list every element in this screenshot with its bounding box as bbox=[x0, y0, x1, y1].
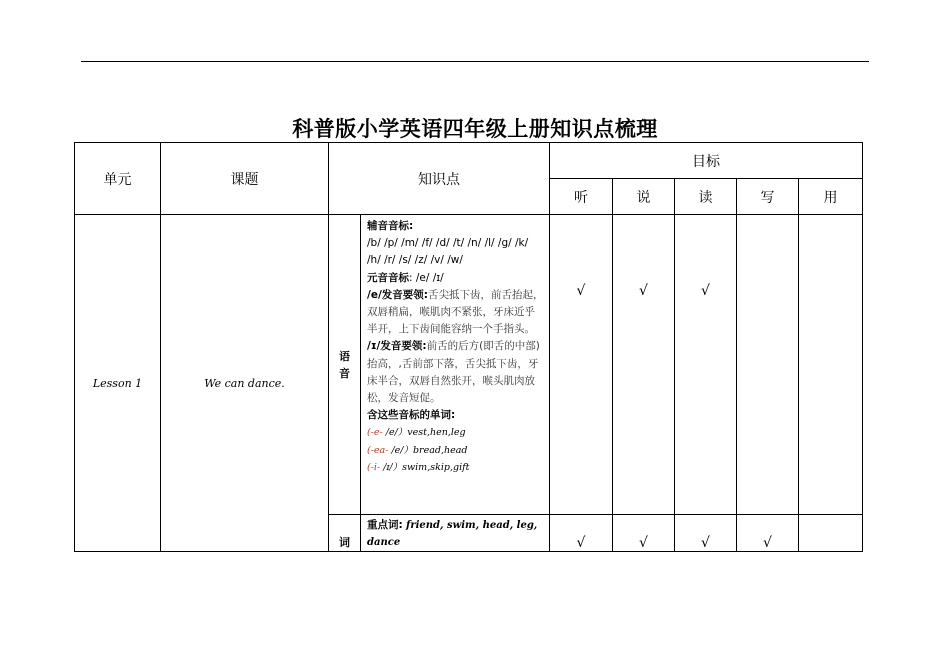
phonetics-check-write bbox=[737, 215, 799, 515]
header-speak: 说 bbox=[613, 179, 675, 215]
header-use: 用 bbox=[799, 179, 863, 215]
example-i: (-i- /ɪ/）swim,skip,gift bbox=[367, 461, 470, 473]
consonant-label: 辅音音标: bbox=[367, 220, 414, 232]
header-write: 写 bbox=[737, 179, 799, 215]
lesson-topic: We can dance. bbox=[161, 215, 329, 552]
phonetics-check-read: √ bbox=[675, 215, 737, 515]
header-listen: 听 bbox=[550, 179, 613, 215]
example-ea: (-ea- /e/）bread,head bbox=[367, 444, 468, 456]
e-sound-label: /e/发音要领: bbox=[367, 288, 428, 301]
vocab-check-use bbox=[799, 515, 863, 552]
page-title: 科普版小学英语四年级上册知识点梳理 bbox=[292, 117, 658, 141]
i-sound-label: /ɪ/发音要领: bbox=[367, 340, 427, 353]
knowledge-table bbox=[74, 142, 863, 552]
vocab-content bbox=[361, 515, 550, 552]
header-topic: 课题 bbox=[161, 143, 329, 215]
header-knowledge: 知识点 bbox=[329, 143, 550, 215]
i-sound-text: 前舌的后方(即舌的中部)抬高，,舌前部下落，舌尖抵下齿，牙床半合，双唇自然张开，喉头肌肉放松，发音短促。 bbox=[367, 340, 540, 405]
vocab-check-write: √ bbox=[737, 515, 799, 552]
words-label: 含这些音标的单词: bbox=[367, 409, 456, 422]
vocab-check-read: √ bbox=[675, 515, 737, 552]
example-e: (-e- /e/）vest,hen,leg bbox=[367, 427, 466, 439]
phonetics-check-speak: √ bbox=[613, 215, 675, 515]
header-goal: 目标 bbox=[550, 143, 863, 179]
consonant-line-2: /h/ /r/ /s/ /z/ /v/ /w/ bbox=[367, 254, 463, 267]
consonant-line-1: /b/ /p/ /m/ /f/ /d/ /t/ /n/ /l/ /g/ /k/ bbox=[367, 237, 529, 250]
phonetics-category: 语 音 bbox=[329, 215, 361, 515]
vocab-check-listen: √ bbox=[550, 515, 613, 552]
vocab-label: 重点词: bbox=[367, 519, 403, 531]
vocab-category: 词 bbox=[329, 515, 361, 552]
phonetics-check-listen: √ bbox=[550, 215, 613, 515]
phonetics-check-use bbox=[799, 215, 863, 515]
vocab-check-speak: √ bbox=[613, 515, 675, 552]
header-read: 读 bbox=[675, 179, 737, 215]
vowel-value: : /e/ /ɪ/ bbox=[409, 271, 444, 284]
lesson-unit: Lesson 1 bbox=[75, 215, 161, 552]
e-sound-text: 舌尖抵下齿，前舌抬起，双唇稍扁，喉肌肉不紧张，牙床近乎半开，上下齿间能容纳一个手指头。 bbox=[367, 288, 544, 336]
vocab-words: friend, swim, head, leg, dance bbox=[367, 520, 538, 548]
phonetics-content bbox=[361, 215, 550, 515]
header-rule bbox=[81, 61, 869, 62]
header-unit: 单元 bbox=[75, 143, 161, 215]
vowel-label: 元音音标 bbox=[367, 271, 409, 284]
